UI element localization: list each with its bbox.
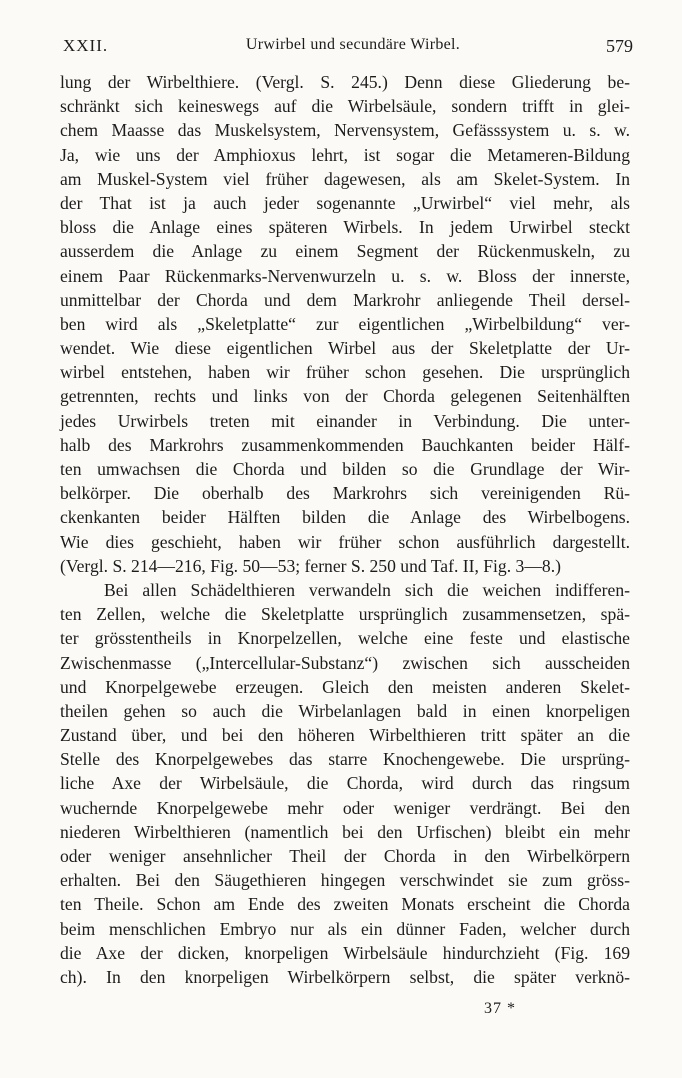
- text-line: der That ist ja auch jeder sogenannte „Urwirbel“ viel mehr, als: [60, 192, 630, 213]
- body-text: [60, 70, 630, 989]
- text-line: liche Axe der Wirbelsäule, die Chorda, wird durch das ringsum: [60, 773, 630, 794]
- text-line: wuchernde Knorpelgewebe mehr oder weniger verdrängt. Bei den: [60, 797, 630, 818]
- text-line: ckenkanten beider Hälften bilden die Anlage des Wirbelbogens.: [60, 507, 630, 528]
- text-line: wirbel entstehen, haben wir früher schon gesehen. Die ursprünglich: [60, 362, 630, 383]
- text-line: ten umwachsen die Chorda und bilden so die Grundlage der Wir-: [60, 459, 630, 479]
- text-line: schränkt sich keineswegs auf die Wirbelsäule, sondern trifft in glei-: [60, 96, 630, 117]
- text-line: lung der Wirbelthiere. (Vergl. S. 245.) Denn diese Gliederung be-: [60, 72, 630, 92]
- text-line: unmittelbar der Chorda und dem Markrohr anliegende Theil dersel-: [60, 289, 630, 310]
- text-line: niederen Wirbelthieren (namentlich bei den Urfischen) bleibt ein mehr: [60, 821, 630, 842]
- paragraph-first-line: Bei allen Schädelthieren verwandeln sich die weichen indifferen-: [104, 579, 630, 600]
- running-title: Urwirbel und secundäre Wirbel.: [245, 36, 461, 53]
- text-line: ten Zellen, welche die Skeletplatte ursprünglich zusammensetzen, spä-: [60, 604, 630, 625]
- text-line: und Knorpelgewebe erzeugen. Gleich den meisten anderen Skelet-: [60, 676, 630, 697]
- text-line: ter grösstentheils in Knorpelzellen, welche eine feste und elastische: [60, 628, 630, 649]
- text-line: chem Maasse das Muskelsystem, Nervensystem, Gefässsystem u. s. w.: [60, 120, 630, 141]
- text-line: ch). In den knorpeligen Wirbelkörpern selbst, die später verknö-: [60, 966, 630, 987]
- text-line: die Axe der dicken, knorpeligen Wirbelsäule hindurchzieht (Fig. 169: [60, 942, 630, 963]
- text-line: getrennten, rechts und links von der Chorda gelegenen Seitenhälften: [60, 386, 630, 407]
- signature-mark: 37 *: [484, 1000, 516, 1017]
- text-line: theilen gehen so auch die Wirbelanlagen bald in einen knorpeligen: [60, 700, 630, 721]
- text-line: Wie dies geschieht, haben wir früher schon ausführlich dargestellt.: [60, 531, 630, 552]
- text-line: erhalten. Bei den Säugethieren hingegen verschwindet sie zum gröss-: [60, 870, 630, 891]
- text-line: oder weniger ansehnlicher Theil der Chorda in den Wirbelkörpern: [60, 846, 630, 866]
- text-line: am Muskel-System viel früher dagewesen, als am Skelet-System. In: [60, 168, 630, 189]
- text-line: (Vergl. S. 214—216, Fig. 50—53; ferner S. 250 und Taf. II, Fig. 3—8.): [60, 555, 561, 576]
- page-number: 579: [606, 36, 633, 56]
- text-line: jedes Urwirbels treten mit einander in Verbindung. Die unter-: [60, 410, 630, 431]
- text-line: einem Paar Rückenmarks-Nervenwurzeln u. s. w. Bloss der innerste,: [60, 265, 630, 286]
- text-line: ten Theile. Schon am Ende des zweiten Monats erscheint die Chorda: [60, 894, 630, 915]
- text-line: Ja, wie uns der Amphioxus lehrt, ist sogar die Metameren-Bildung: [60, 144, 630, 165]
- page-header: [63, 36, 633, 66]
- text-line: ausserdem die Anlage zu einem Segment der Rückenmuskeln, zu: [60, 241, 630, 262]
- text-line: wendet. Wie diese eigentlichen Wirbel aus der Skeletplatte der Ur-: [60, 338, 630, 359]
- text-line: Zwischenmasse („Intercellular-Substanz“) zwischen sich ausscheiden: [60, 652, 630, 673]
- text-line: bloss die Anlage eines späteren Wirbels. In jedem Urwirbel steckt: [60, 217, 630, 238]
- chapter-number: XXII.: [63, 36, 109, 55]
- text-line: belkörper. Die oberhalb des Markrohrs sich vereinigenden Rü-: [60, 483, 630, 504]
- text-line: Zustand über, und bei den höheren Wirbelthieren tritt später an die: [60, 725, 630, 746]
- text-line: Stelle des Knorpelgewebes das starre Knochengewebe. Die ursprüng-: [60, 749, 630, 770]
- text-line: halb des Markrohrs zusammenkommenden Bauchkanten beider Hälf-: [60, 434, 630, 455]
- text-line: ben wird als „Skeletplatte“ zur eigentlichen „Wirbelbildung“ ver-: [60, 313, 630, 334]
- text-line: beim menschlichen Embryo nur als ein dünner Faden, welcher durch: [60, 918, 630, 939]
